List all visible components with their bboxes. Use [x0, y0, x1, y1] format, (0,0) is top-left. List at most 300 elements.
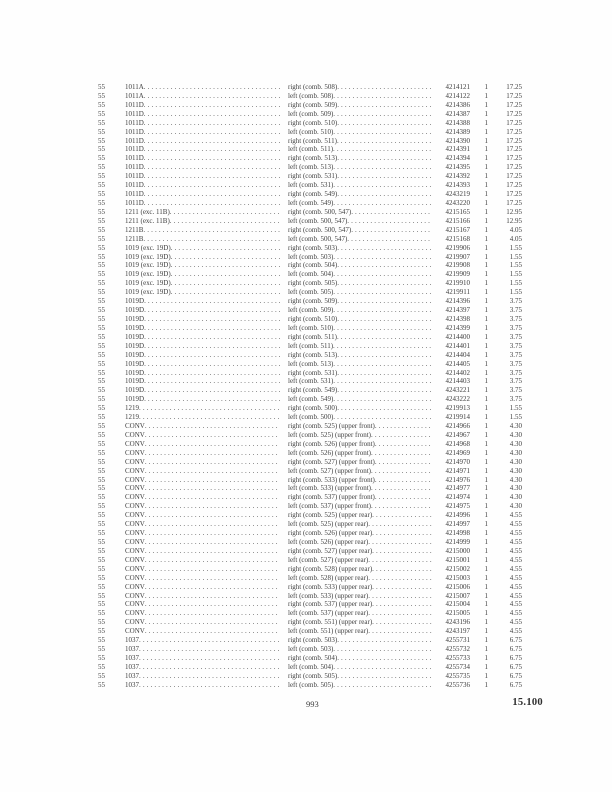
description-text: left (comb. 508)	[288, 91, 334, 100]
price-cell: 17.25	[506, 172, 522, 181]
dot-leader	[144, 119, 280, 128]
part-name-text: CONV	[125, 448, 145, 457]
description-text: left (comb. 504)	[288, 270, 334, 279]
table-row	[98, 609, 524, 618]
part-number-cell: 4255736	[445, 680, 470, 689]
quantity-cell: 1	[484, 439, 488, 448]
dot-leader	[139, 636, 280, 645]
part-name-cell	[125, 190, 280, 199]
description-text: left (comb. 537) (upper front)	[288, 502, 371, 511]
description-text: left (comb. 527) (upper front)	[288, 466, 371, 475]
description-text: left (comb. 528) (upper rear)	[288, 573, 369, 582]
model-cell: 55	[98, 207, 105, 216]
model-cell: 55	[98, 91, 105, 100]
part-name-cell	[125, 404, 280, 413]
part-name-text: 1019D	[125, 395, 145, 404]
description-text: left (comb. 503)	[288, 252, 334, 261]
dot-leader	[333, 342, 432, 351]
dot-leader	[333, 413, 432, 422]
price-cell: 4.55	[509, 591, 522, 600]
part-name-cell	[125, 110, 280, 119]
description-text: left (comb. 531)	[288, 377, 334, 386]
part-name-text: 1011D	[125, 198, 144, 207]
dot-leader	[371, 467, 432, 476]
description-text: left (comb. 511)	[288, 145, 334, 154]
price-cell: 17.25	[506, 83, 522, 91]
price-cell: 3.75	[509, 332, 522, 341]
price-cell: 3.75	[509, 341, 522, 350]
model-cell: 55	[98, 395, 105, 404]
table-row	[98, 422, 524, 431]
model-cell: 55	[98, 279, 105, 288]
price-cell: 3.75	[509, 323, 522, 332]
part-name-text: 1011D	[125, 118, 144, 127]
description-text: right (comb. 549)	[288, 190, 338, 199]
dot-leader	[337, 636, 432, 645]
price-cell: 6.75	[509, 654, 522, 662]
table-row	[98, 458, 524, 467]
part-number-cell: 4215168	[445, 234, 470, 243]
part-name-text: 1019D	[125, 306, 145, 315]
description-text: left (comb. 537) (upper rear)	[288, 609, 369, 618]
model-cell: 55	[98, 573, 105, 582]
table-row	[98, 360, 524, 369]
dot-leader	[144, 333, 280, 342]
dot-leader	[333, 377, 432, 386]
dot-leader	[145, 502, 280, 511]
part-name-text: CONV	[125, 430, 145, 439]
dot-leader	[170, 208, 280, 217]
quantity-cell: 1	[484, 261, 488, 270]
part-name-text: CONV	[125, 484, 145, 493]
table-row	[98, 574, 524, 583]
part-number-cell: 4255732	[445, 645, 470, 654]
table-row	[98, 502, 524, 511]
dot-leader	[337, 244, 432, 253]
table-row	[98, 386, 524, 395]
price-cell: 12.95	[506, 207, 522, 216]
part-number-cell: 4243221	[445, 386, 470, 395]
dot-leader	[145, 609, 280, 618]
part-name-text: 1019D	[125, 314, 145, 323]
quantity-cell: 1	[484, 297, 488, 306]
description-text: left (comb. 525) (upper front)	[288, 430, 371, 439]
part-name-text: 1019D	[125, 341, 145, 350]
dot-leader	[145, 440, 280, 449]
part-number-cell: 4215167	[445, 225, 470, 234]
model-cell: 55	[98, 627, 105, 636]
part-name-cell	[125, 208, 280, 217]
part-name-cell	[125, 324, 280, 333]
part-name-text: 1211B	[125, 225, 144, 234]
dot-leader	[139, 645, 280, 654]
part-number-cell: 4243197	[445, 627, 470, 636]
price-cell: 1.55	[509, 413, 522, 422]
quantity-cell: 1	[484, 413, 488, 422]
description-text: right (comb. 509)	[288, 297, 338, 306]
dot-leader	[145, 592, 280, 601]
price-cell: 4.30	[509, 466, 522, 475]
dot-leader	[144, 342, 280, 351]
dot-leader	[368, 520, 432, 529]
description-cell	[288, 413, 432, 422]
part-number-cell: 4215002	[445, 564, 470, 573]
model-cell: 55	[98, 216, 105, 225]
parts-table	[98, 83, 524, 690]
part-number-cell: 4214388	[445, 118, 470, 127]
part-name-text: CONV	[125, 529, 145, 538]
dot-leader	[139, 672, 280, 681]
description-cell	[288, 261, 432, 270]
description-text: right (comb. 533) (upper rear)	[288, 582, 373, 591]
dot-leader	[333, 199, 432, 208]
quantity-cell: 1	[484, 457, 488, 466]
model-cell: 55	[98, 136, 105, 145]
dot-leader	[144, 199, 280, 208]
table-row	[98, 547, 524, 556]
dot-leader	[144, 110, 280, 119]
price-cell: 4.55	[509, 538, 522, 547]
part-number-cell: 4214401	[445, 341, 470, 350]
part-name-cell	[125, 458, 280, 467]
part-name-text: 1019D	[125, 350, 145, 359]
part-name-cell	[125, 137, 280, 146]
table-row	[98, 645, 524, 654]
part-name-text: 1019D	[125, 377, 145, 386]
description-cell	[288, 217, 432, 226]
description-cell	[288, 315, 432, 324]
dot-leader	[145, 556, 280, 565]
price-cell: 3.75	[509, 368, 522, 377]
model-cell: 55	[98, 145, 105, 154]
quantity-cell: 1	[484, 609, 488, 618]
dot-leader	[368, 574, 432, 583]
dot-leader	[145, 600, 280, 609]
table-row	[98, 583, 524, 592]
price-cell: 1.55	[509, 404, 522, 413]
part-number-cell: 4214999	[445, 538, 470, 547]
description-cell	[288, 645, 432, 654]
table-row	[98, 600, 524, 609]
table-row	[98, 244, 524, 253]
dot-leader	[144, 377, 280, 386]
part-name-text: CONV	[125, 511, 145, 520]
description-cell	[288, 502, 432, 511]
model-cell: 55	[98, 100, 105, 109]
description-cell	[288, 181, 432, 190]
dot-leader	[337, 654, 432, 663]
dot-leader	[144, 190, 280, 199]
dot-leader	[144, 351, 280, 360]
table-row	[98, 324, 524, 333]
part-number-cell: 4215165	[445, 207, 470, 216]
description-cell	[288, 467, 432, 476]
dot-leader	[337, 351, 432, 360]
part-name-text: CONV	[125, 627, 145, 636]
dot-leader	[368, 592, 432, 601]
part-name-cell	[125, 297, 280, 306]
description-cell	[288, 297, 432, 306]
price-cell: 3.75	[509, 359, 522, 368]
description-text: right (comb. 508)	[288, 83, 338, 91]
description-text: right (comb. 531)	[288, 172, 338, 181]
description-text: left (comb. 513)	[288, 359, 334, 368]
part-name-cell	[125, 672, 280, 681]
description-cell	[288, 226, 432, 235]
description-text: left (comb. 500, 547)	[288, 216, 348, 225]
dot-leader	[337, 190, 432, 199]
description-text: left (comb. 526) (upper rear)	[288, 538, 369, 547]
description-text: right (comb. 527) (upper front)	[288, 457, 375, 466]
quantity-cell: 1	[484, 368, 488, 377]
dot-leader	[145, 538, 280, 547]
dot-leader	[171, 253, 280, 262]
part-name-text: 1019D	[125, 323, 145, 332]
description-text: left (comb. 551) (upper rear)	[288, 627, 369, 636]
dot-leader	[337, 261, 432, 270]
part-name-text: 1019 (exc. 19D)	[125, 288, 171, 297]
dot-leader	[368, 609, 432, 618]
part-name-cell	[125, 351, 280, 360]
model-cell: 55	[98, 181, 105, 190]
model-cell: 55	[98, 234, 105, 243]
description-text: right (comb. 527) (upper rear)	[288, 546, 373, 555]
price-cell: 4.30	[509, 493, 522, 502]
price-cell: 4.55	[509, 529, 522, 538]
description-text: left (comb. 527) (upper rear)	[288, 555, 369, 564]
quantity-cell: 1	[484, 163, 488, 172]
description-cell	[288, 556, 432, 565]
dot-leader	[375, 493, 432, 502]
part-number-cell: 4215000	[445, 546, 470, 555]
dot-leader	[144, 369, 280, 378]
part-number-cell: 4219907	[445, 252, 470, 261]
part-number-cell: 4215006	[445, 582, 470, 591]
model-cell: 55	[98, 83, 105, 91]
description-cell	[288, 565, 432, 574]
table-row	[98, 119, 524, 128]
part-name-cell	[125, 600, 280, 609]
model-cell: 55	[98, 529, 105, 538]
description-cell	[288, 288, 432, 297]
table-row	[98, 270, 524, 279]
description-cell	[288, 244, 432, 253]
dot-leader	[145, 547, 280, 556]
dot-leader	[347, 235, 432, 244]
part-name-text: 1037	[125, 654, 139, 662]
part-number-cell: 4215007	[445, 591, 470, 600]
table-row	[98, 592, 524, 601]
dot-leader	[145, 484, 280, 493]
part-name-text: CONV	[125, 493, 145, 502]
part-name-cell	[125, 226, 280, 235]
description-text: left (comb. 509)	[288, 109, 334, 118]
part-name-text: 1011A	[125, 91, 144, 100]
price-cell: 1.55	[509, 270, 522, 279]
model-cell: 55	[98, 350, 105, 359]
price-cell: 4.55	[509, 618, 522, 627]
description-text: right (comb. 503)	[288, 636, 338, 645]
dot-leader	[337, 83, 432, 92]
description-cell	[288, 600, 432, 609]
part-name-text: 1011D	[125, 136, 144, 145]
description-cell	[288, 404, 432, 413]
part-name-text: CONV	[125, 457, 145, 466]
dot-leader	[144, 360, 280, 369]
description-text: right (comb. 500, 547)	[288, 207, 352, 216]
quantity-cell: 1	[484, 502, 488, 511]
part-name-text: 1019 (exc. 19D)	[125, 243, 171, 252]
dot-leader	[145, 476, 280, 485]
model-cell: 55	[98, 332, 105, 341]
part-name-text: CONV	[125, 502, 145, 511]
part-name-cell	[125, 449, 280, 458]
description-text: right (comb. 510)	[288, 314, 338, 323]
table-row	[98, 440, 524, 449]
model-cell: 55	[98, 422, 105, 431]
part-name-cell	[125, 431, 280, 440]
part-number-cell: 4219908	[445, 261, 470, 270]
table-row	[98, 217, 524, 226]
part-number-cell: 4214971	[445, 466, 470, 475]
part-name-cell	[125, 538, 280, 547]
part-name-cell	[125, 172, 280, 181]
table-row	[98, 538, 524, 547]
part-name-cell	[125, 476, 280, 485]
part-name-text: 1019 (exc. 19D)	[125, 261, 171, 270]
description-cell	[288, 583, 432, 592]
description-cell	[288, 672, 432, 681]
part-name-cell	[125, 645, 280, 654]
model-cell: 55	[98, 413, 105, 422]
quantity-cell: 1	[484, 484, 488, 493]
part-name-cell	[125, 440, 280, 449]
quantity-cell: 1	[484, 636, 488, 645]
model-cell: 55	[98, 323, 105, 332]
description-cell	[288, 92, 432, 101]
table-row	[98, 83, 524, 92]
part-name-text: 1011D	[125, 109, 144, 118]
part-name-text: 1011D	[125, 172, 144, 181]
description-text: right (comb. 500, 547)	[288, 225, 352, 234]
model-cell: 55	[98, 198, 105, 207]
table-row	[98, 190, 524, 199]
quantity-cell: 1	[484, 475, 488, 484]
description-text: left (comb. 500, 547)	[288, 234, 348, 243]
part-name-cell	[125, 342, 280, 351]
dot-leader	[372, 618, 432, 627]
quantity-cell: 1	[484, 511, 488, 520]
dot-leader	[333, 395, 432, 404]
part-name-text: 1211 (exc. 11B)	[125, 216, 170, 225]
description-cell	[288, 386, 432, 395]
section-number: 15.100	[512, 697, 543, 708]
part-number-cell: 4214974	[445, 493, 470, 502]
dot-leader	[351, 226, 432, 235]
quantity-cell: 1	[484, 100, 488, 109]
model-cell: 55	[98, 555, 105, 564]
dot-leader	[333, 110, 432, 119]
description-cell	[288, 493, 432, 502]
quantity-cell: 1	[484, 662, 488, 671]
description-cell	[288, 154, 432, 163]
price-cell: 4.55	[509, 573, 522, 582]
model-cell: 55	[98, 582, 105, 591]
dot-leader	[144, 386, 280, 395]
dot-leader	[333, 306, 432, 315]
model-cell: 55	[98, 591, 105, 600]
part-name-cell	[125, 235, 280, 244]
description-cell	[288, 547, 432, 556]
quantity-cell: 1	[484, 430, 488, 439]
description-cell	[288, 681, 432, 690]
model-cell: 55	[98, 377, 105, 386]
part-name-cell	[125, 369, 280, 378]
model-cell: 55	[98, 118, 105, 127]
part-name-text: 1011D	[125, 100, 144, 109]
quantity-cell: 1	[484, 127, 488, 136]
description-cell	[288, 609, 432, 618]
table-row	[98, 520, 524, 529]
dot-leader	[333, 163, 432, 172]
part-name-text: 1037	[125, 636, 139, 645]
part-name-cell	[125, 163, 280, 172]
part-name-text: CONV	[125, 422, 145, 431]
description-text: left (comb. 510)	[288, 127, 334, 136]
price-cell: 1.55	[509, 252, 522, 261]
quantity-cell: 1	[484, 323, 488, 332]
table-row	[98, 137, 524, 146]
dot-leader	[337, 279, 432, 288]
table-row	[98, 395, 524, 404]
description-cell	[288, 306, 432, 315]
dot-leader	[375, 440, 432, 449]
description-cell	[288, 163, 432, 172]
model-cell: 55	[98, 564, 105, 573]
price-cell: 17.25	[506, 118, 522, 127]
part-number-cell: 4214405	[445, 359, 470, 368]
part-number-cell: 4214975	[445, 502, 470, 511]
part-number-cell: 4255734	[445, 662, 470, 671]
price-cell: 4.55	[509, 627, 522, 636]
dot-leader	[170, 217, 280, 226]
description-cell	[288, 449, 432, 458]
price-cell: 6.75	[509, 645, 522, 654]
description-cell	[288, 538, 432, 547]
part-name-text: CONV	[125, 475, 145, 484]
part-name-cell	[125, 511, 280, 520]
dot-leader	[333, 253, 432, 262]
dot-leader	[375, 422, 432, 431]
table-row	[98, 279, 524, 288]
dot-leader	[337, 101, 432, 110]
page-number: 993	[306, 699, 319, 709]
table-row	[98, 672, 524, 681]
description-cell	[288, 172, 432, 181]
quantity-cell: 1	[484, 172, 488, 181]
description-text: right (comb. 504)	[288, 261, 338, 270]
part-name-cell	[125, 119, 280, 128]
dot-leader	[139, 413, 280, 422]
price-cell: 1.55	[509, 288, 522, 297]
table-row	[98, 154, 524, 163]
table-row	[98, 92, 524, 101]
price-cell: 17.25	[506, 136, 522, 145]
table-row	[98, 556, 524, 565]
description-cell	[288, 636, 432, 645]
dot-leader	[144, 154, 280, 163]
model-cell: 55	[98, 163, 105, 172]
